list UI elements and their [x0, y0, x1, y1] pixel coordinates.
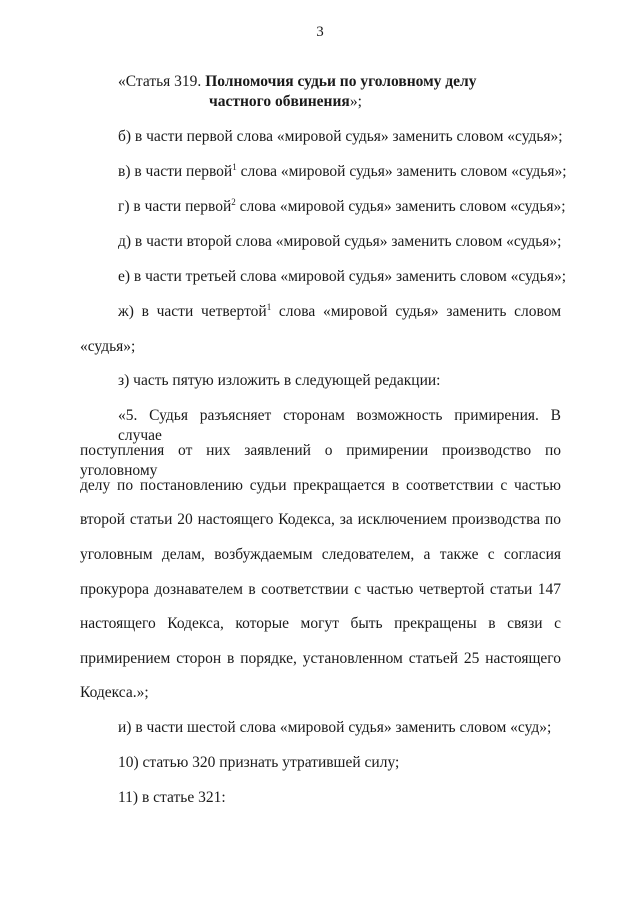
article-suffix: »; — [349, 93, 362, 110]
item-v — [118, 162, 567, 182]
page-number: 3 — [316, 24, 324, 40]
item-b: б) в части первой слова «мировой судья» заменить словом «судья»; — [118, 128, 563, 145]
item-g — [118, 197, 566, 217]
article-heading-line1 — [118, 72, 476, 92]
item-zh-text-b: слова «мировой судья» заменить словом — [271, 303, 561, 320]
quote-line: «5. Судья разъясняет сторонам возможность примирения. В случае — [118, 407, 561, 444]
quote-line: прокурора дознавателем в соответствии с частью четвертой статьи 147 — [80, 581, 561, 598]
item-z: з) часть пятую изложить в следующей редакции: — [118, 372, 441, 389]
item-zh — [118, 302, 561, 322]
quote-line: делу по постановлению судьи прекращается в соответствии с частью — [80, 477, 561, 494]
article-title-line1: Полномочия судьи по уголовному делу — [205, 73, 477, 90]
item-e: е) в части третьей слова «мировой судья» заменить словом «судья»; — [118, 268, 567, 285]
quote-line: поступления от них заявлений о примирении производство по уголовному — [80, 442, 561, 479]
point-11: 11) в статье 321: — [118, 789, 226, 806]
quote-line: второй статьи 20 настоящего Кодекса, за исключением производства по — [80, 511, 561, 528]
article-title-line2: частного обвинения — [209, 93, 350, 110]
item-i: и) в части шестой слова «мировой судья» заменить словом «суд»; — [118, 719, 552, 736]
item-zh-superscript: 1 — [266, 302, 272, 312]
item-g-text-b: слова «мировой судья» заменить словом «судья»; — [235, 198, 566, 215]
item-v-superscript: 1 — [232, 162, 237, 172]
item-zh-continuation: «судья»; — [80, 338, 136, 355]
item-g-superscript: 2 — [231, 197, 236, 207]
item-v-text-b: слова «мировой судья» заменить словом «судья»; — [236, 163, 567, 180]
item-d: д) в части второй слова «мировой судья» заменить словом «судья»; — [118, 233, 562, 250]
point-10: 10) статью 320 признать утратившей силу; — [118, 754, 400, 771]
item-zh-text-a: ж) в части четвертой — [118, 303, 267, 320]
quote-line: настоящего Кодекса, которые могут быть прекращены в связи с — [80, 615, 561, 632]
quote-line: примирением сторон в порядке, установленном статьей 25 настоящего — [80, 650, 561, 667]
item-v-text-a: в) в части первой — [118, 163, 233, 180]
quote-line: Кодекса.»; — [80, 684, 149, 701]
quote-line: уголовным делам, возбуждаемым следователем, а также с согласия — [80, 546, 561, 563]
item-g-text-a: г) в части первой — [118, 198, 232, 215]
article-prefix: «Статья 319. — [118, 73, 202, 90]
article-heading-line2 — [209, 92, 362, 112]
